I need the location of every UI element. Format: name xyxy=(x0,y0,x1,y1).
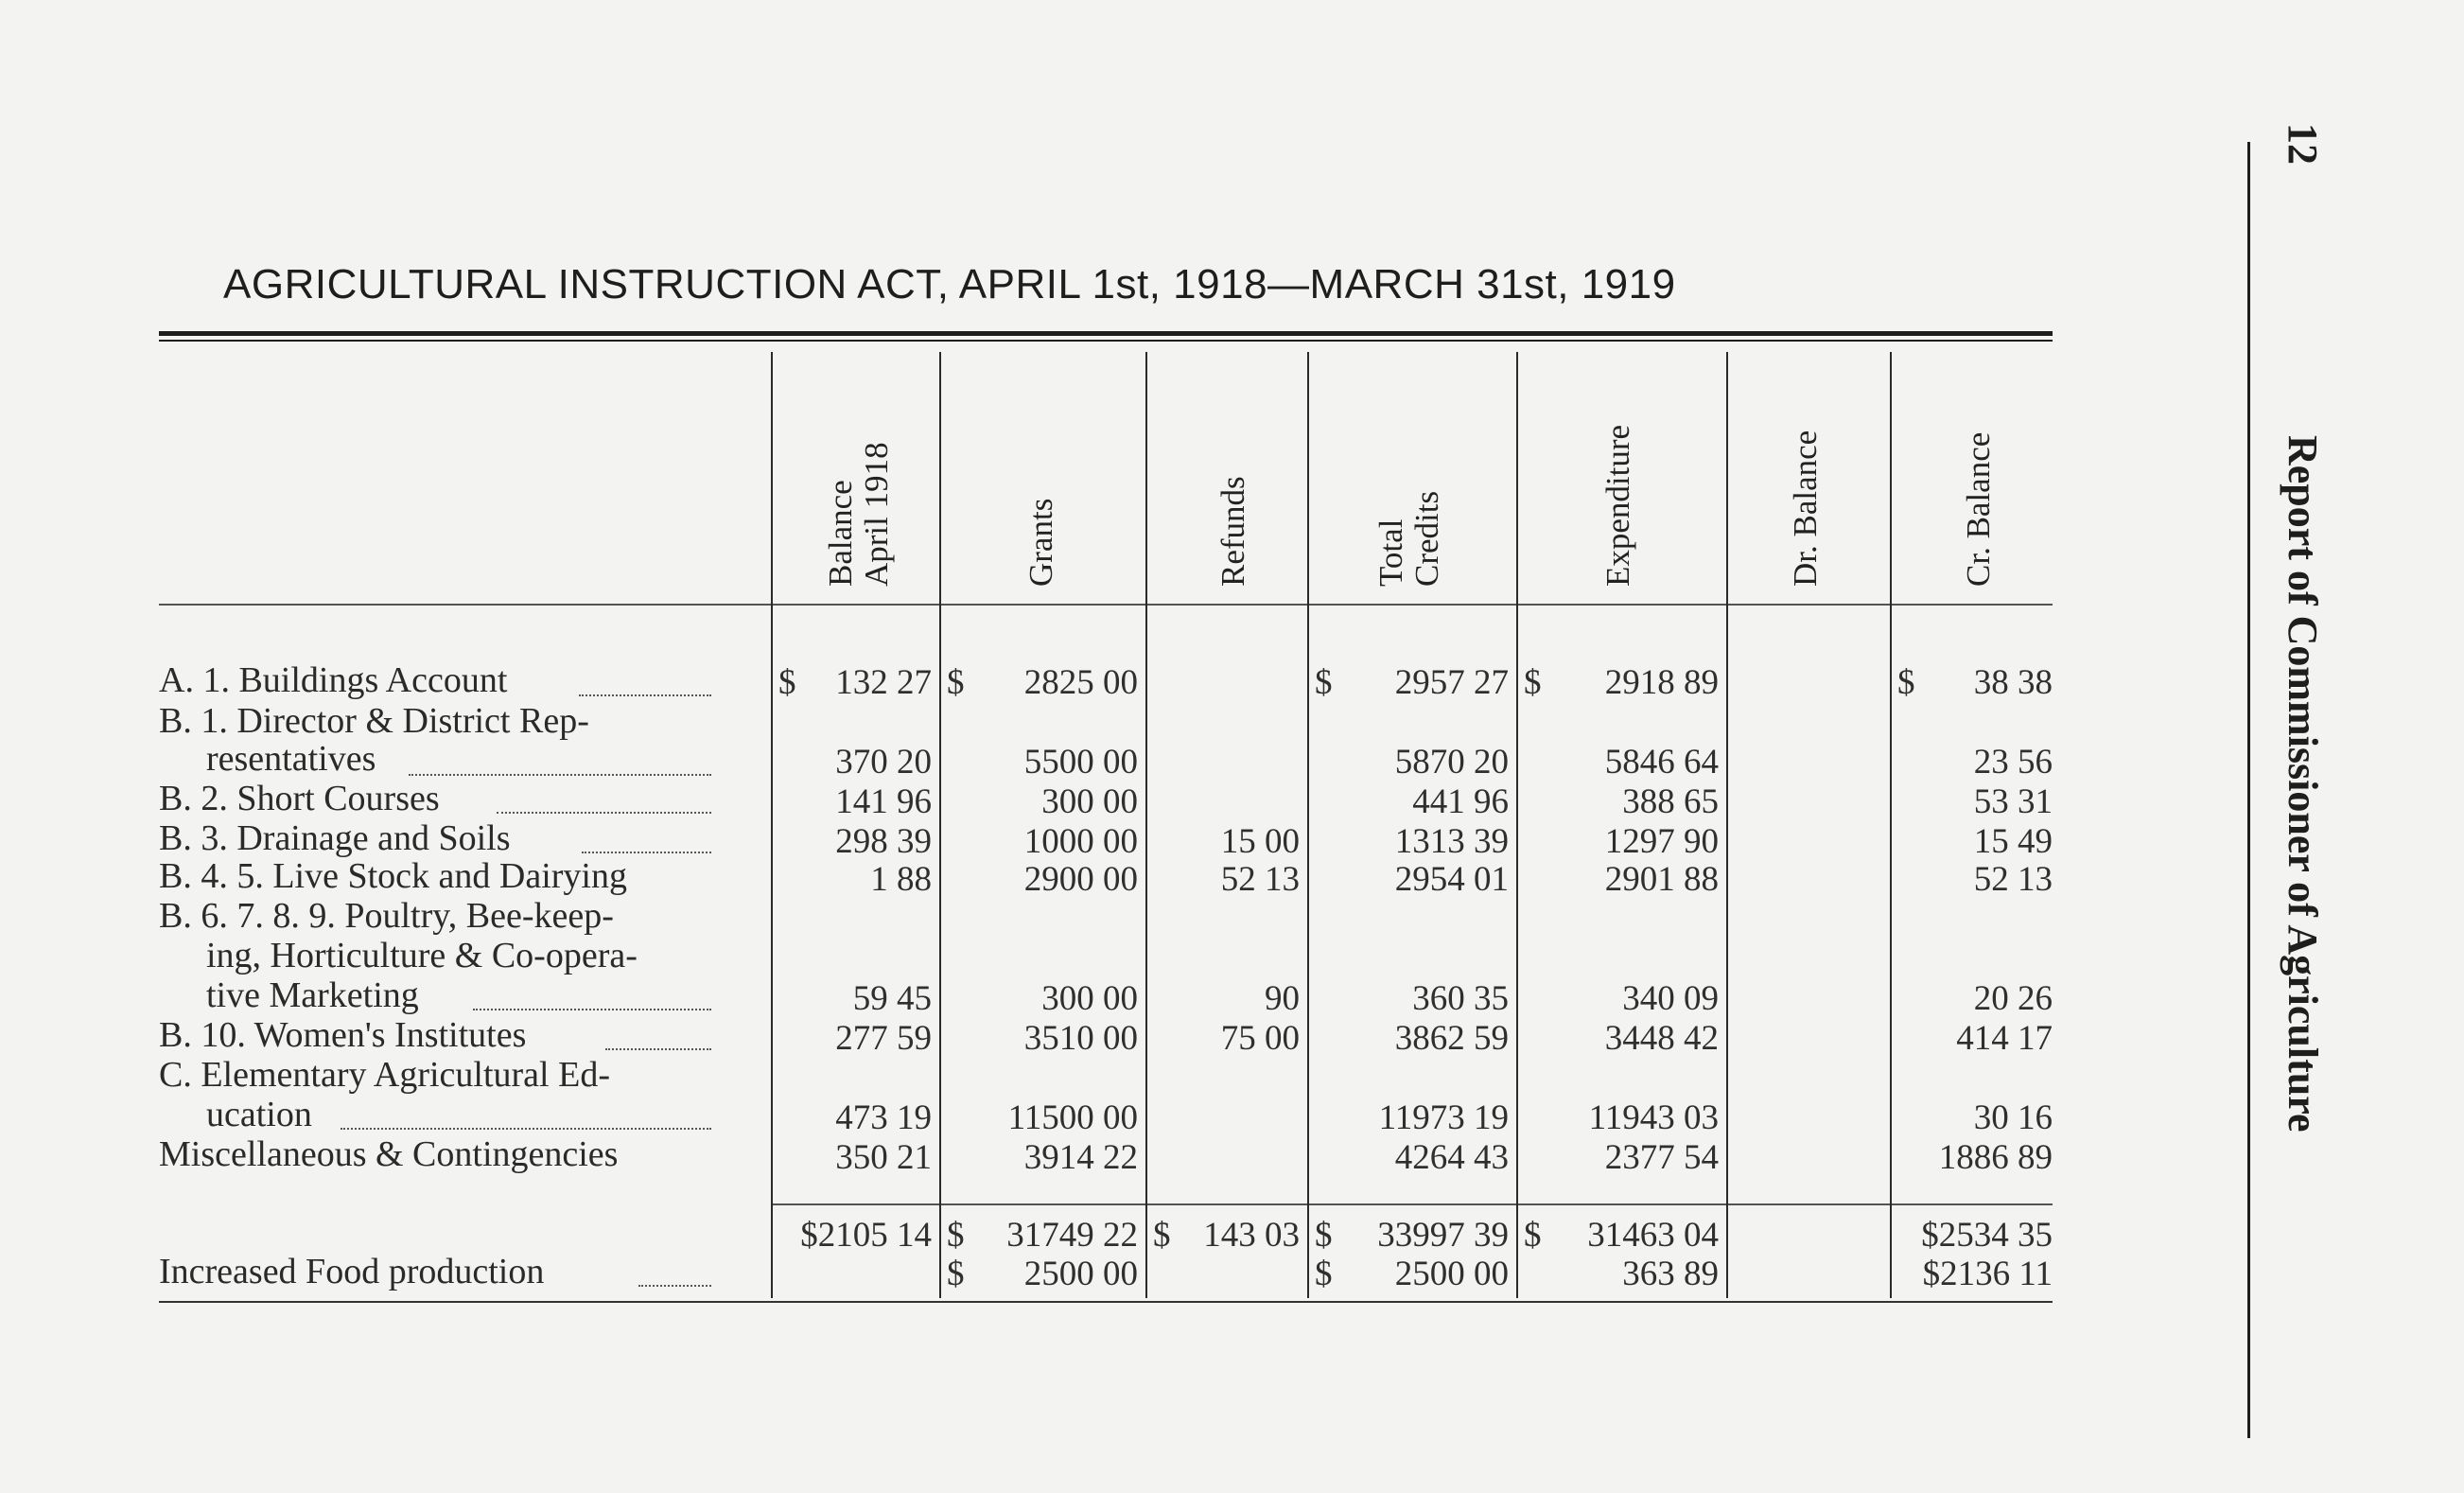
row-label: B. 6. 7. 8. 9. Poultry, Bee-keep- xyxy=(159,896,614,936)
food-expenditure: 363 89 xyxy=(1622,1255,1719,1293)
header-cr-balance: Cr. Balance xyxy=(1960,431,1997,587)
cell-expenditure: 2918 89 xyxy=(1604,663,1719,702)
cell-total: 360 35 xyxy=(1412,979,1509,1018)
total-grants: 31749 22 xyxy=(1006,1216,1138,1255)
header-refunds: Refunds xyxy=(1215,476,1251,587)
leader-dots xyxy=(341,1128,711,1130)
total-total: 33997 39 xyxy=(1377,1216,1509,1255)
header-total-credits: Total Credits xyxy=(1372,490,1445,587)
cell-refunds: 52 13 xyxy=(1220,860,1300,899)
running-head: Report of Commissioner of Agriculture xyxy=(2280,435,2326,1133)
cell-balance: 59 45 xyxy=(852,979,932,1018)
cell-balance: 132 27 xyxy=(835,663,932,702)
cell-cr: 53 31 xyxy=(1973,782,2053,821)
cell-cr: 52 13 xyxy=(1973,860,2053,899)
cell-balance: 473 19 xyxy=(835,1098,932,1137)
cell-balance: 141 96 xyxy=(835,782,932,821)
food-grants: 2500 00 xyxy=(1023,1255,1138,1293)
leader-dots xyxy=(473,1009,711,1010)
currency-symbol: $ xyxy=(1153,1216,1171,1255)
cell-grants: 1000 00 xyxy=(1023,822,1138,861)
bottom-rule xyxy=(159,1301,2053,1303)
cell-expenditure: 5846 64 xyxy=(1604,743,1719,782)
total-balance: $2105 14 xyxy=(800,1216,932,1255)
row-label: C. Elementary Agricultural Ed- xyxy=(159,1055,610,1095)
food-total: 2500 00 xyxy=(1394,1255,1509,1293)
cell-balance: 350 21 xyxy=(835,1138,932,1177)
row-label: ing, Horticulture & Co-opera- xyxy=(206,936,638,975)
cell-expenditure: 3448 42 xyxy=(1604,1019,1719,1058)
cell-expenditure: 1297 90 xyxy=(1604,822,1719,861)
cell-cr: 414 17 xyxy=(1956,1019,2053,1058)
cell-grants: 3914 22 xyxy=(1023,1138,1138,1177)
cell-refunds: 75 00 xyxy=(1220,1019,1300,1058)
cell-grants: 5500 00 xyxy=(1023,743,1138,782)
currency-symbol: $ xyxy=(947,663,965,702)
column-divider xyxy=(771,352,773,1298)
row-label: ucation xyxy=(206,1095,312,1134)
column-divider xyxy=(1890,352,1892,1298)
cell-total: 4264 43 xyxy=(1394,1138,1509,1177)
row-label: resentatives xyxy=(206,739,376,779)
column-divider xyxy=(1307,352,1309,1298)
cell-cr: 38 38 xyxy=(1973,663,2053,702)
total-cr: $2534 35 xyxy=(1921,1216,2053,1255)
header-dr-balance: Dr. Balance xyxy=(1787,430,1824,587)
row-label: Miscellaneous & Contingencies xyxy=(159,1134,619,1174)
row-label: A. 1. Buildings Account xyxy=(159,660,508,700)
column-divider xyxy=(1145,352,1147,1298)
row-label: B. 2. Short Courses xyxy=(159,779,440,818)
header-grants: Grants xyxy=(1022,498,1059,587)
cell-balance: 1 88 xyxy=(870,860,932,899)
cell-expenditure: 11943 03 xyxy=(1588,1098,1719,1137)
column-divider xyxy=(939,352,941,1298)
cell-refunds: 90 xyxy=(1265,979,1300,1018)
column-divider xyxy=(1516,352,1518,1298)
column-divider xyxy=(1726,352,1728,1298)
top-rule-thick xyxy=(159,331,2053,336)
cell-cr: 15 49 xyxy=(1973,822,2053,861)
cell-cr: 30 16 xyxy=(1973,1098,2053,1137)
cell-total: 11973 19 xyxy=(1378,1098,1509,1137)
margin-rule xyxy=(2247,142,2250,1438)
cell-expenditure: 2377 54 xyxy=(1604,1138,1719,1177)
currency-symbol: $ xyxy=(947,1255,965,1293)
cell-expenditure: 340 09 xyxy=(1622,979,1719,1018)
row-label: B. 10. Women's Institutes xyxy=(159,1015,527,1055)
cell-refunds: 15 00 xyxy=(1220,822,1300,861)
total-expenditure: 31463 04 xyxy=(1587,1216,1719,1255)
top-rule-thin xyxy=(159,340,2053,342)
cell-total: 1313 39 xyxy=(1394,822,1509,861)
currency-symbol: $ xyxy=(1897,663,1915,702)
cell-total: 5870 20 xyxy=(1394,743,1509,782)
cell-grants: 300 00 xyxy=(1041,979,1138,1018)
leader-dots xyxy=(582,852,711,853)
currency-symbol: $ xyxy=(947,1216,965,1255)
currency-symbol: $ xyxy=(1315,1216,1333,1255)
row-label: tive Marketing xyxy=(206,975,419,1015)
header-balance: Balance April 1918 xyxy=(822,442,895,587)
cell-total: 441 96 xyxy=(1412,782,1509,821)
cell-total: 2957 27 xyxy=(1394,663,1509,702)
cell-total: 2954 01 xyxy=(1394,860,1509,899)
cell-grants: 2900 00 xyxy=(1023,860,1138,899)
cell-grants: 11500 00 xyxy=(1007,1098,1138,1137)
header-expenditure: Expenditure xyxy=(1599,424,1636,587)
cell-cr: 20 26 xyxy=(1973,979,2053,1018)
currency-symbol: $ xyxy=(1524,663,1542,702)
cell-grants: 2825 00 xyxy=(1023,663,1138,702)
cell-total: 3862 59 xyxy=(1394,1019,1509,1058)
leader-dots xyxy=(579,694,711,696)
cell-expenditure: 388 65 xyxy=(1622,782,1719,821)
table-title: AGRICULTURAL INSTRUCTION ACT, APRIL 1st, 1918—MARCH 31st, 1919 xyxy=(223,261,1676,307)
header-rule xyxy=(159,604,2053,606)
cell-balance: 298 39 xyxy=(835,822,932,861)
row-label: B. 3. Drainage and Soils xyxy=(159,818,511,858)
currency-symbol: $ xyxy=(778,663,796,702)
total-refunds: 143 03 xyxy=(1203,1216,1300,1255)
cell-expenditure: 2901 88 xyxy=(1604,860,1719,899)
leader-dots xyxy=(497,812,711,814)
currency-symbol: $ xyxy=(1315,1255,1333,1293)
currency-symbol: $ xyxy=(1315,663,1333,702)
cell-balance: 370 20 xyxy=(835,743,932,782)
food-cr: $2136 11 xyxy=(1922,1255,2053,1293)
row-label: B. 4. 5. Live Stock and Dairying xyxy=(159,856,627,896)
cell-grants: 300 00 xyxy=(1041,782,1138,821)
cell-cr: 1886 89 xyxy=(1938,1138,2053,1177)
leader-dots xyxy=(409,774,711,776)
food-label: Increased Food production xyxy=(159,1252,545,1291)
leader-dots xyxy=(605,1048,711,1050)
subtotal-rule xyxy=(771,1203,2053,1205)
cell-balance: 277 59 xyxy=(835,1019,932,1058)
leader-dots xyxy=(638,1285,711,1287)
page-number: 12 xyxy=(2280,123,2326,165)
row-label: B. 1. Director & District Rep- xyxy=(159,701,589,741)
currency-symbol: $ xyxy=(1524,1216,1542,1255)
cell-grants: 3510 00 xyxy=(1023,1019,1138,1058)
cell-cr: 23 56 xyxy=(1973,743,2053,782)
